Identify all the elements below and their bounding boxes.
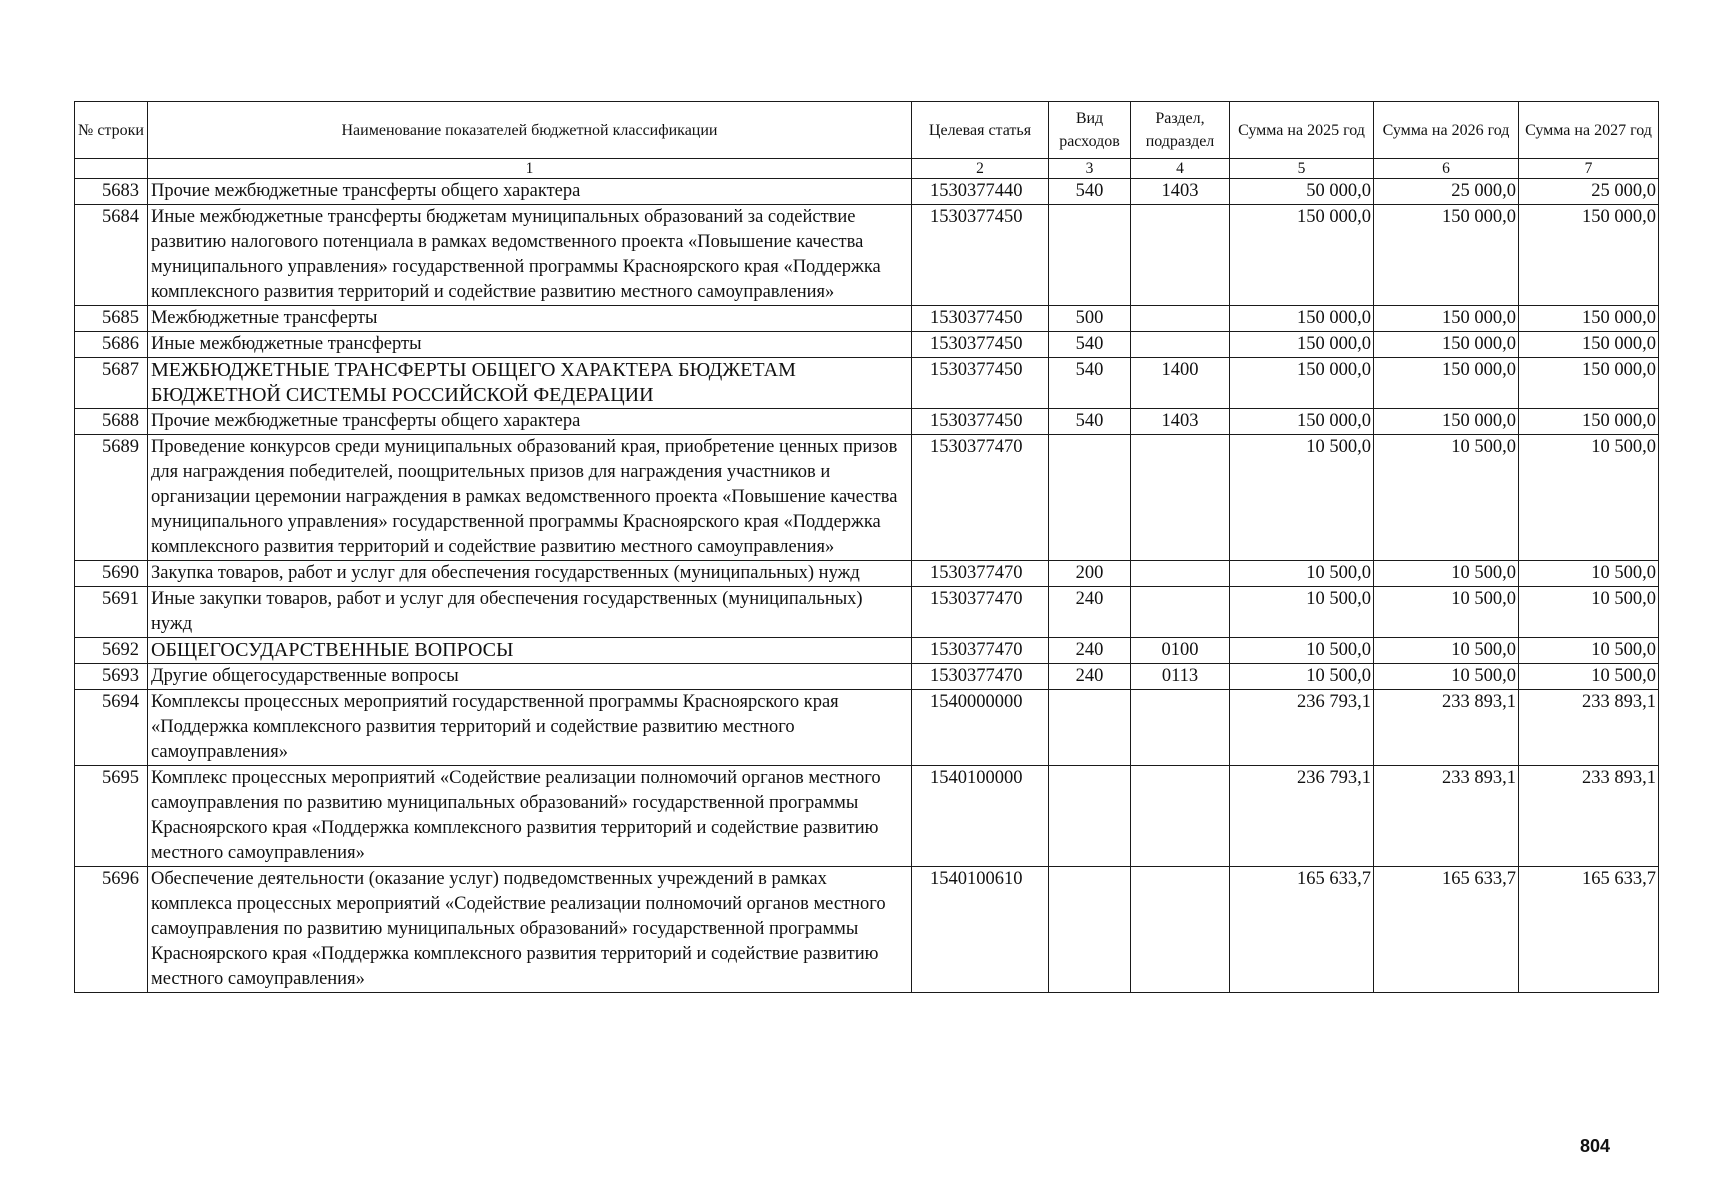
section-code: 0113 bbox=[1131, 664, 1230, 690]
column-number: 1 bbox=[148, 159, 912, 179]
sum-2027: 233 893,1 bbox=[1519, 690, 1659, 766]
target-article: 1530377470 bbox=[912, 664, 1049, 690]
sum-2027: 10 500,0 bbox=[1519, 587, 1659, 638]
section-code bbox=[1131, 205, 1230, 306]
sum-2025: 236 793,1 bbox=[1230, 766, 1374, 867]
expense-kind bbox=[1049, 435, 1131, 561]
section-code bbox=[1131, 332, 1230, 358]
expense-kind: 540 bbox=[1049, 179, 1131, 205]
column-number: 3 bbox=[1049, 159, 1131, 179]
indicator-name: Прочие межбюджетные трансферты общего характера bbox=[148, 409, 912, 435]
row-number: 5691 bbox=[75, 587, 148, 638]
sum-2026: 150 000,0 bbox=[1374, 358, 1519, 409]
row-number: 5688 bbox=[75, 409, 148, 435]
target-article: 1540100610 bbox=[912, 867, 1049, 993]
header-target-article: Целевая статья bbox=[912, 102, 1049, 159]
sum-2027: 10 500,0 bbox=[1519, 664, 1659, 690]
expense-kind bbox=[1049, 867, 1131, 993]
section-code bbox=[1131, 306, 1230, 332]
sum-2027: 150 000,0 bbox=[1519, 205, 1659, 306]
row-number: 5690 bbox=[75, 561, 148, 587]
column-number: 4 bbox=[1131, 159, 1230, 179]
sum-2027: 150 000,0 bbox=[1519, 358, 1659, 409]
indicator-name: Закупка товаров, работ и услуг для обеспечения государственных (муниципальных) нужд bbox=[148, 561, 912, 587]
sum-2027: 150 000,0 bbox=[1519, 332, 1659, 358]
table-row bbox=[75, 766, 1659, 867]
row-number: 5692 bbox=[75, 638, 148, 664]
indicator-name: Прочие межбюджетные трансферты общего характера bbox=[148, 179, 912, 205]
target-article: 1530377450 bbox=[912, 306, 1049, 332]
expense-kind: 500 bbox=[1049, 306, 1131, 332]
sum-2025: 150 000,0 bbox=[1230, 205, 1374, 306]
column-number-row bbox=[75, 159, 1659, 179]
column-number: 7 bbox=[1519, 159, 1659, 179]
indicator-name: МЕЖБЮДЖЕТНЫЕ ТРАНСФЕРТЫ ОБЩЕГО ХАРАКТЕРА БЮДЖЕТАМ БЮДЖЕТНОЙ СИСТЕМЫ РОССИЙСКОЙ ФЕДЕРАЦИИ bbox=[148, 358, 912, 409]
row-number: 5683 bbox=[75, 179, 148, 205]
sum-2026: 150 000,0 bbox=[1374, 306, 1519, 332]
section-code bbox=[1131, 690, 1230, 766]
sum-2027: 165 633,7 bbox=[1519, 867, 1659, 993]
row-number: 5686 bbox=[75, 332, 148, 358]
column-number-blank bbox=[75, 159, 148, 179]
sum-2026: 10 500,0 bbox=[1374, 638, 1519, 664]
expense-kind: 540 bbox=[1049, 409, 1131, 435]
sum-2026: 150 000,0 bbox=[1374, 409, 1519, 435]
row-number: 5693 bbox=[75, 664, 148, 690]
sum-2025: 150 000,0 bbox=[1230, 306, 1374, 332]
expense-kind: 200 bbox=[1049, 561, 1131, 587]
row-number: 5694 bbox=[75, 690, 148, 766]
table-row bbox=[75, 690, 1659, 766]
column-number: 5 bbox=[1230, 159, 1374, 179]
sum-2025: 150 000,0 bbox=[1230, 409, 1374, 435]
target-article: 1530377450 bbox=[912, 409, 1049, 435]
table-row bbox=[75, 306, 1659, 332]
sum-2027: 150 000,0 bbox=[1519, 409, 1659, 435]
indicator-name: Комплексы процессных мероприятий государственной программы Красноярского края «Поддержка комплексного развития территорий и содействие развитию местного самоуправления» bbox=[148, 690, 912, 766]
sum-2027: 150 000,0 bbox=[1519, 306, 1659, 332]
row-number: 5687 bbox=[75, 358, 148, 409]
indicator-name: Другие общегосударственные вопросы bbox=[148, 664, 912, 690]
indicator-name: Комплекс процессных мероприятий «Содействие реализации полномочий органов местного самоуправления по развитию муниципальных образований» государственной программы Красноярского края «Поддержка комплексного развития территорий и содействие развитию местного самоуправления» bbox=[148, 766, 912, 867]
table-row bbox=[75, 561, 1659, 587]
expense-kind: 540 bbox=[1049, 358, 1131, 409]
sum-2026: 10 500,0 bbox=[1374, 664, 1519, 690]
target-article: 1540000000 bbox=[912, 690, 1049, 766]
sum-2025: 50 000,0 bbox=[1230, 179, 1374, 205]
expense-kind bbox=[1049, 690, 1131, 766]
sum-2026: 150 000,0 bbox=[1374, 332, 1519, 358]
sum-2026: 165 633,7 bbox=[1374, 867, 1519, 993]
row-number: 5696 bbox=[75, 867, 148, 993]
sum-2027: 233 893,1 bbox=[1519, 766, 1659, 867]
column-number: 6 bbox=[1374, 159, 1519, 179]
indicator-name: Межбюджетные трансферты bbox=[148, 306, 912, 332]
header-expense-kind: Вид расходов bbox=[1049, 102, 1131, 159]
row-number: 5685 bbox=[75, 306, 148, 332]
sum-2026: 25 000,0 bbox=[1374, 179, 1519, 205]
section-code bbox=[1131, 587, 1230, 638]
expense-kind: 240 bbox=[1049, 664, 1131, 690]
section-code: 1400 bbox=[1131, 358, 1230, 409]
section-code: 1403 bbox=[1131, 409, 1230, 435]
section-code bbox=[1131, 561, 1230, 587]
header-row-number: № строки bbox=[75, 102, 148, 159]
expense-kind: 540 bbox=[1049, 332, 1131, 358]
row-number: 5689 bbox=[75, 435, 148, 561]
target-article: 1530377450 bbox=[912, 358, 1049, 409]
target-article: 1540100000 bbox=[912, 766, 1049, 867]
target-article: 1530377440 bbox=[912, 179, 1049, 205]
sum-2025: 236 793,1 bbox=[1230, 690, 1374, 766]
row-number: 5695 bbox=[75, 766, 148, 867]
sum-2026: 150 000,0 bbox=[1374, 205, 1519, 306]
page-number: 804 bbox=[1580, 1136, 1611, 1156]
sum-2025: 10 500,0 bbox=[1230, 638, 1374, 664]
target-article: 1530377470 bbox=[912, 587, 1049, 638]
table-row bbox=[75, 332, 1659, 358]
header-row bbox=[75, 102, 1659, 159]
sum-2026: 233 893,1 bbox=[1374, 690, 1519, 766]
section-code bbox=[1131, 766, 1230, 867]
sum-2025: 10 500,0 bbox=[1230, 435, 1374, 561]
section-code bbox=[1131, 435, 1230, 561]
table-row bbox=[75, 205, 1659, 306]
target-article: 1530377470 bbox=[912, 561, 1049, 587]
target-article: 1530377470 bbox=[912, 435, 1049, 561]
target-article: 1530377450 bbox=[912, 332, 1049, 358]
table-row bbox=[75, 587, 1659, 638]
sum-2026: 10 500,0 bbox=[1374, 561, 1519, 587]
header-sum-2027: Сумма на 2027 год bbox=[1519, 102, 1659, 159]
sum-2025: 10 500,0 bbox=[1230, 587, 1374, 638]
header-sum-2025: Сумма на 2025 год bbox=[1230, 102, 1374, 159]
sum-2026: 233 893,1 bbox=[1374, 766, 1519, 867]
expense-kind: 240 bbox=[1049, 638, 1131, 664]
indicator-name: ОБЩЕГОСУДАРСТВЕННЫЕ ВОПРОСЫ bbox=[148, 638, 912, 664]
expense-kind bbox=[1049, 766, 1131, 867]
sum-2025: 150 000,0 bbox=[1230, 358, 1374, 409]
expense-kind bbox=[1049, 205, 1131, 306]
table-row bbox=[75, 867, 1659, 993]
sum-2025: 150 000,0 bbox=[1230, 332, 1374, 358]
table-row bbox=[75, 409, 1659, 435]
sum-2027: 25 000,0 bbox=[1519, 179, 1659, 205]
indicator-name: Иные межбюджетные трансферты bbox=[148, 332, 912, 358]
expense-kind: 240 bbox=[1049, 587, 1131, 638]
target-article: 1530377470 bbox=[912, 638, 1049, 664]
row-number: 5684 bbox=[75, 205, 148, 306]
sum-2026: 10 500,0 bbox=[1374, 435, 1519, 561]
budget-table bbox=[74, 101, 1659, 993]
column-number: 2 bbox=[912, 159, 1049, 179]
target-article: 1530377450 bbox=[912, 205, 1049, 306]
sum-2027: 10 500,0 bbox=[1519, 435, 1659, 561]
indicator-name: Иные межбюджетные трансферты бюджетам муниципальных образований за содействие развитию налогового потенциала в рамках ведомственного проекта «Повышение качества муниципального управления» государственной программы Красноярского края «Поддержка комплексного развития территорий и содействие развитию местного самоуправления» bbox=[148, 205, 912, 306]
header-sum-2026: Сумма на 2026 год bbox=[1374, 102, 1519, 159]
sum-2026: 10 500,0 bbox=[1374, 587, 1519, 638]
header-section: Раздел, подраздел bbox=[1131, 102, 1230, 159]
table-row bbox=[75, 358, 1659, 409]
table-row bbox=[75, 179, 1659, 205]
indicator-name: Иные закупки товаров, работ и услуг для обеспечения государственных (муниципальных) нужд bbox=[148, 587, 912, 638]
sum-2027: 10 500,0 bbox=[1519, 638, 1659, 664]
sum-2027: 10 500,0 bbox=[1519, 561, 1659, 587]
header-indicator-name: Наименование показателей бюджетной классификации bbox=[148, 102, 912, 159]
section-code: 1403 bbox=[1131, 179, 1230, 205]
indicator-name: Обеспечение деятельности (оказание услуг) подведомственных учреждений в рамках комплекса процессных мероприятий «Содействие реализации полномочий органов местного самоуправления по развитию муниципальных образований» государственной программы Красноярского края «Поддержка комплексного развития территорий и содействие развитию местного самоуправления» bbox=[148, 867, 912, 993]
sum-2025: 165 633,7 bbox=[1230, 867, 1374, 993]
indicator-name: Проведение конкурсов среди муниципальных образований края, приобретение ценных призов для награждения победителей, поощрительных призов для награждения участников и организации церемонии награждения в рамках ведомственного проекта «Повышение качества муниципального управления» государственной программы Красноярского края «Поддержка комплексного развития территорий и содействие развитию местного самоуправления» bbox=[148, 435, 912, 561]
table-row bbox=[75, 664, 1659, 690]
table-row bbox=[75, 435, 1659, 561]
section-code: 0100 bbox=[1131, 638, 1230, 664]
section-code bbox=[1131, 867, 1230, 993]
sum-2025: 10 500,0 bbox=[1230, 561, 1374, 587]
table-row bbox=[75, 638, 1659, 664]
sum-2025: 10 500,0 bbox=[1230, 664, 1374, 690]
